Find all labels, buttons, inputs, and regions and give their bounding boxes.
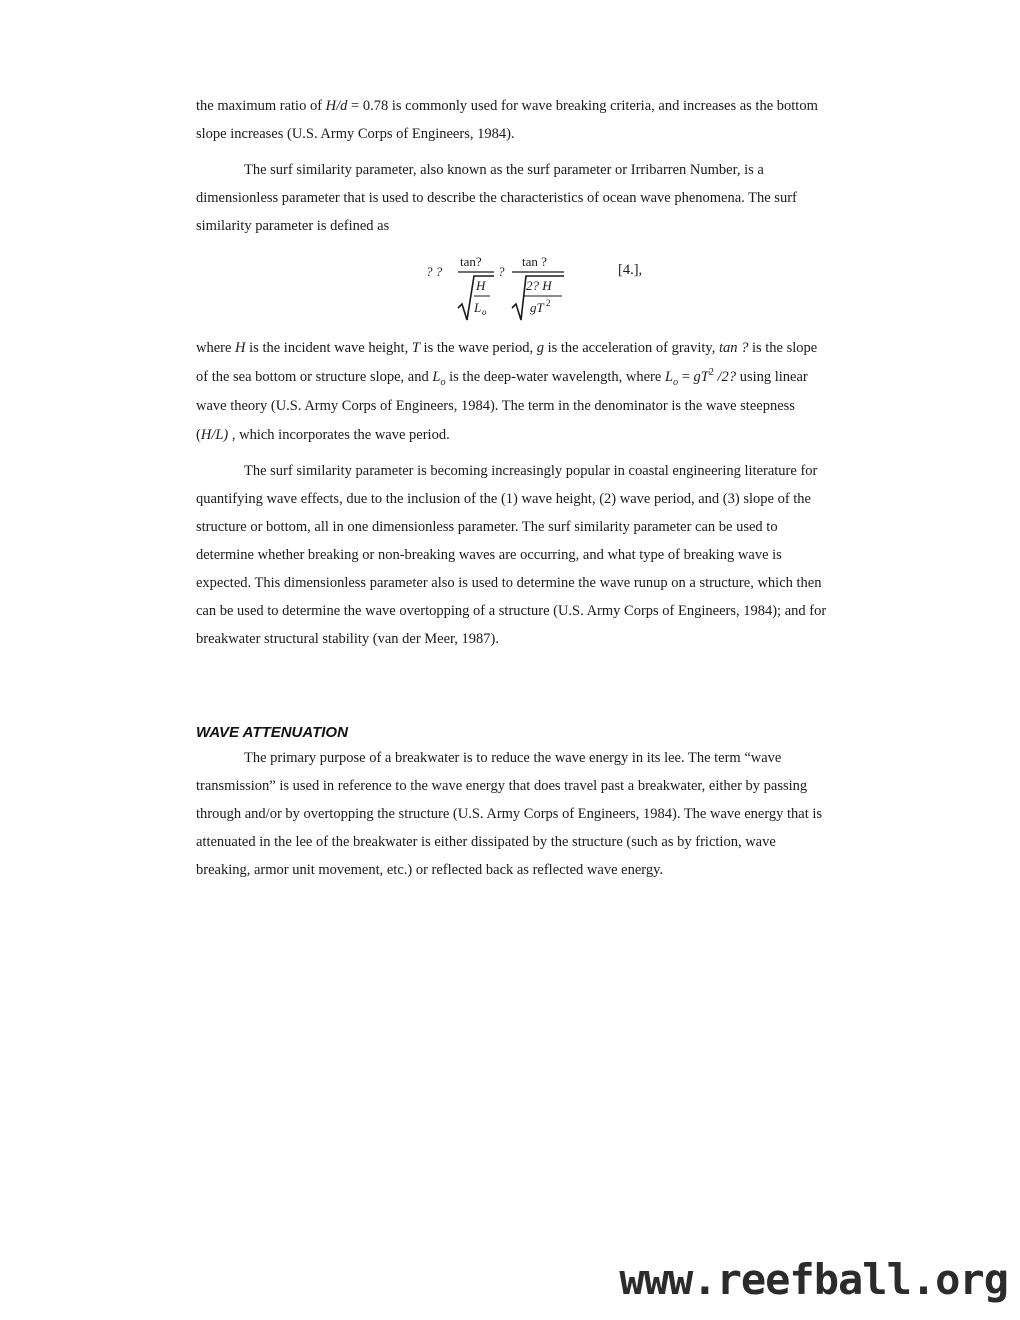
variable-gt: gT [693, 369, 709, 385]
paragraph-breaking-ratio [196, 92, 828, 148]
eq-2pih: 2? H [526, 278, 552, 293]
variable-hl: H/L) [200, 427, 229, 443]
text-run: where [196, 340, 236, 356]
paragraph-wave-attenuation [196, 744, 828, 884]
variable-tan: tan ? [718, 340, 749, 356]
text-run: is the wave period, [419, 340, 537, 356]
variable-lo-sub: o [440, 376, 446, 388]
eq-numerator-2: tan ? [522, 254, 547, 269]
text-run: , which incorporates the wave period. [228, 427, 450, 443]
variable-lo-sub: o [673, 376, 679, 388]
paragraph-surf-similarity-usage [196, 457, 828, 653]
paragraph-text: The primary purpose of a breakwater is to reduce the wave energy in its lee. The term “wave transmission” is used in reference to the wave energy that does travel past a breakwater, either by passing through and/or by overtopping the structure (U.S. Army Corps of Engineers, 1984). The wave energy that is attenuated in the lee of the breakwater is either dissipated by the structure (such as by friction, wave breaking, armor unit movement, etc.) or reflected back as reflected wave energy. [196, 750, 823, 878]
eq-lo: L [474, 300, 482, 315]
variable-h: H [235, 340, 246, 356]
text-run: is the slope of the sea bottom or structure slope, and [196, 340, 818, 385]
variable-lo: L [664, 369, 674, 385]
section-heading: WAVE ATTENUATION [196, 724, 348, 741]
paragraph-text: The surf similarity parameter is becoming increasingly popular in coastal engineering literature for quantifying wave effects, due to the inclusion of the (1) wave height, (2) wave period, and (3) slope of the structure or bottom, all in one dimensionless parameter. The surf similarity parameter can be used to determine whether breaking or non-breaking waves are occurring, and what type of breaking wave is expected. This dimensionless parameter also is used to determine the wave runup on a structure, which then can be used to determine the wave overtopping of a structure (U.S. Army Corps of Engineers, 1984); and for breakwater structural stability (van der Meer, 1987). [196, 463, 827, 647]
paragraph-variable-definitions [196, 334, 828, 450]
text-run: = [678, 369, 694, 385]
variable-lo: L [432, 369, 441, 385]
eq-equals: ? [498, 264, 505, 279]
text-run: is the deep-water wavelength, where [445, 369, 665, 385]
text-run: is the acceleration of gravity, [543, 340, 719, 356]
text-run: = 0.78 is commonly used for wave breaking criteria, and increases as the bottom slope increases (U.S. Army Corps of Engineers, 1984). [196, 98, 818, 142]
watermark: www.reefball.org [619, 1255, 1008, 1304]
text-run: the maximum ratio of [196, 98, 326, 114]
variable-frac: /2? [713, 369, 737, 385]
eq-gt-sup: 2 [546, 298, 551, 308]
eq-lhs: ? ? [426, 264, 443, 279]
eq-h: H [476, 278, 486, 293]
equation-number: [4.], [618, 262, 643, 278]
variable-t: T [411, 340, 420, 356]
paragraph-surf-similarity-intro [196, 156, 828, 240]
eq-gt: gT [530, 300, 544, 315]
variable-gt-sup: 2 [708, 367, 714, 379]
text-run: using linear wave theory (U.S. Army Corps of Engineers, 1984). The term in the denominator is the wave steepness ( [196, 369, 808, 443]
eq-lo-sub: o [482, 307, 487, 317]
text-run: is the incident wave height, [245, 340, 412, 356]
eq-numerator-1: tan? [460, 254, 482, 269]
paragraph-text: The surf similarity parameter, also known as the surf parameter or Irribarren Number, is a dimensionless parameter that is used to describe the characteristics of ocean wave phenomena. The surf similarity parameter is defined as [196, 162, 797, 234]
variable-g: g [536, 340, 544, 356]
variable-hd: H/d [325, 98, 348, 114]
